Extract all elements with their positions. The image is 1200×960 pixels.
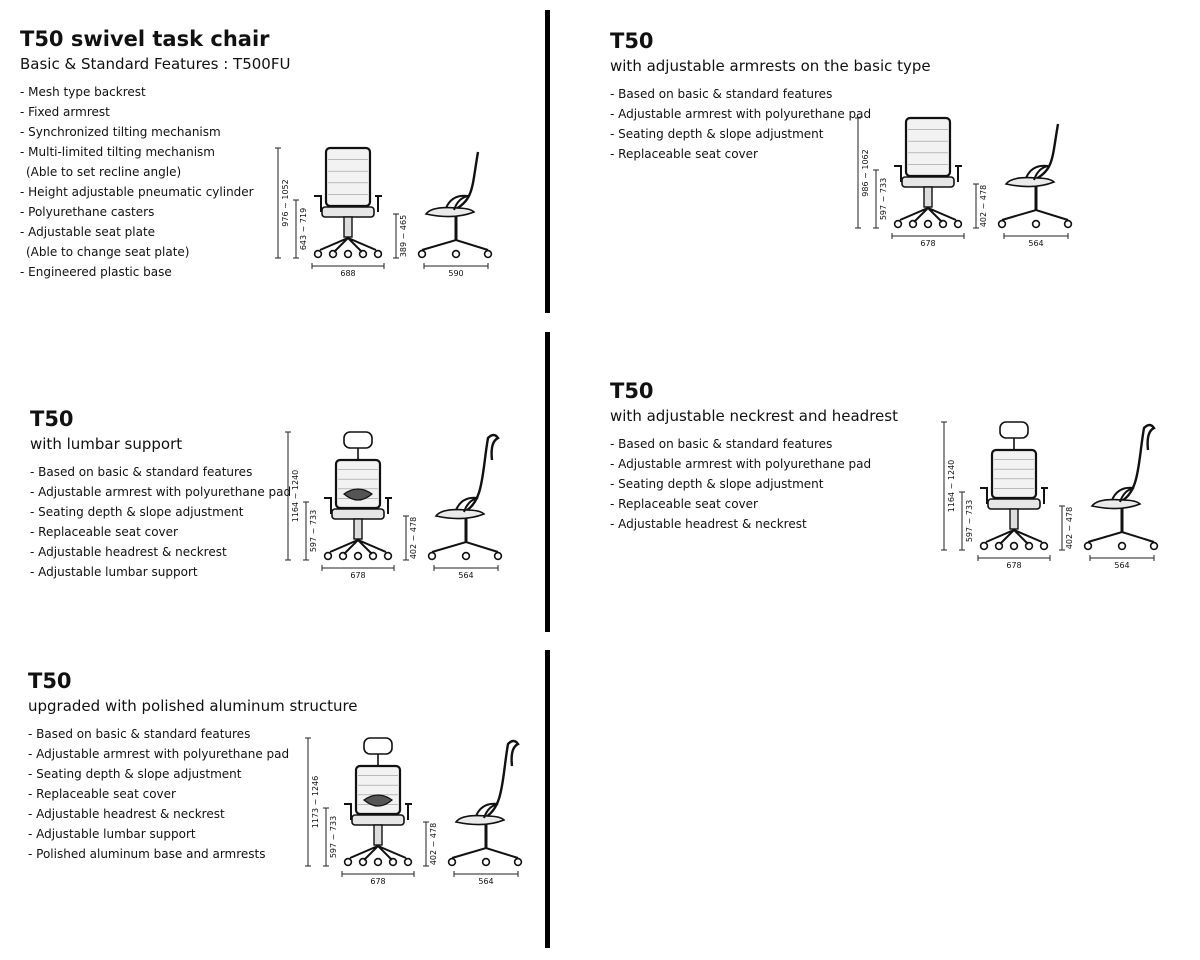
chair-diagram-svg (852, 110, 1082, 256)
section-title: T50 swivel task chair (20, 27, 270, 51)
dimension-label-height: 986 ~ 1062 (861, 149, 870, 197)
caster-shape (895, 221, 902, 228)
chair-diagram-svg (272, 140, 502, 286)
seat-shape (352, 815, 404, 825)
caster-shape (390, 859, 397, 866)
backrest-shape (336, 460, 380, 508)
caster-shape (345, 251, 352, 258)
feature-item: (Able to set recline angle) (26, 165, 182, 179)
chair-dimension-diagram (302, 734, 532, 894)
caster-shape (1151, 543, 1158, 550)
dimension-label-width: 678 (350, 571, 366, 580)
caster-shape (1011, 543, 1018, 550)
base-side-shape (432, 542, 498, 552)
feature-item: - Adjustable seat plate (20, 225, 156, 239)
feature-item: - Adjustable lumbar support (30, 565, 198, 579)
gas-cylinder-shape (344, 217, 352, 237)
chair-dimension-diagram (852, 110, 1082, 256)
feature-item: - Engineered plastic base (20, 265, 172, 279)
caster-shape (340, 553, 347, 560)
feature-item: - Fixed armrest (20, 105, 110, 119)
feature-item: - Seating depth & slope adjustment (30, 505, 244, 519)
caster-shape (515, 859, 522, 866)
seat-side-shape (1006, 178, 1054, 187)
dimension-label-depth: 564 (1028, 239, 1044, 248)
caster-shape (925, 221, 932, 228)
seat-side-shape (436, 510, 484, 519)
dimension-label-height: 976 ~ 1052 (281, 179, 290, 227)
feature-item: - Replaceable seat cover (610, 497, 758, 511)
feature-list (610, 434, 898, 534)
backrest-shape (992, 450, 1036, 498)
caster-shape (429, 553, 436, 560)
feature-item: - Based on basic & standard features (28, 727, 251, 741)
caster-shape (996, 543, 1003, 550)
base-side-shape (422, 240, 488, 250)
caster-shape (449, 859, 456, 866)
divider-bottom (545, 650, 550, 948)
feature-item: - Polished aluminum base and armrests (28, 847, 266, 861)
dimension-label-depth: 564 (458, 571, 474, 580)
feature-item: - Replaceable seat cover (30, 525, 178, 539)
dimension-label-width: 678 (1006, 561, 1022, 570)
caster-shape (405, 859, 412, 866)
feature-item: - Adjustable headrest & neckrest (28, 807, 225, 821)
base-side-shape (1002, 210, 1068, 220)
dimension-label-height: 1164 ~ 1240 (947, 459, 956, 513)
chair-diagram-group (855, 118, 1071, 248)
feature-item: - Adjustable armrest with polyurethane pad (610, 457, 872, 471)
feature-item: - Replaceable seat cover (610, 147, 758, 161)
seat-shape (322, 207, 374, 217)
chair-diagram-svg (282, 428, 512, 588)
caster-shape (370, 553, 377, 560)
caster-shape (1085, 543, 1092, 550)
caster-shape (385, 553, 392, 560)
caster-shape (1041, 543, 1048, 550)
caster-shape (360, 251, 367, 258)
section-subtitle: with adjustable neckrest and headrest (610, 407, 898, 425)
section-subtitle: Basic & Standard Features : T500FU (20, 55, 291, 73)
section-title: T50 (28, 669, 72, 693)
section-subtitle: upgraded with polished aluminum structure (28, 697, 358, 715)
seat-side-shape (456, 816, 504, 825)
gas-cylinder-shape (374, 825, 382, 845)
feature-item: - Adjustable armrest with polyurethane pad (30, 485, 292, 499)
dimension-label-height: 1164 ~ 1240 (291, 469, 300, 523)
feature-item: - Adjustable headrest & neckrest (30, 545, 227, 559)
chair-diagram-group (305, 738, 521, 886)
dimension-label-seat-floor: 402 ~ 478 (979, 184, 988, 228)
feature-item: - Height adjustable pneumatic cylinder (20, 185, 254, 199)
section-subtitle: with adjustable armrests on the basic type (610, 57, 931, 75)
caster-shape (453, 251, 460, 258)
dimension-label-seat-height: 597 ~ 733 (329, 815, 338, 859)
dimension-label-seat-floor: 402 ~ 478 (1065, 506, 1074, 550)
divider-middle (545, 332, 550, 632)
caster-shape (483, 859, 490, 866)
dimension-label-seat-height: 597 ~ 733 (309, 509, 318, 553)
feature-item: - Seating depth & slope adjustment (610, 127, 824, 141)
caster-shape (1065, 221, 1072, 228)
caster-shape (485, 251, 492, 258)
caster-shape (981, 543, 988, 550)
feature-item: - Based on basic & standard features (610, 87, 833, 101)
feature-item: - Adjustable armrest with polyurethane pad (28, 747, 290, 761)
chair-diagram-group (275, 148, 491, 278)
chair-diagram-svg (302, 734, 532, 894)
section-title: T50 (610, 29, 654, 53)
feature-item: - Based on basic & standard features (610, 437, 833, 451)
backrest-side-shape (484, 741, 518, 818)
seat-shape (332, 509, 384, 519)
feature-item: - Adjustable lumbar support (28, 827, 196, 841)
headrest-shape (364, 738, 392, 754)
chair-dimension-diagram (272, 140, 502, 286)
section-title: T50 (610, 379, 654, 403)
caster-shape (419, 251, 426, 258)
gas-cylinder-shape (924, 187, 932, 207)
dimension-label-seat-height: 597 ~ 733 (965, 499, 974, 543)
feature-item: - Polyurethane casters (20, 205, 155, 219)
feature-item: - Adjustable headrest & neckrest (610, 517, 807, 531)
headrest-shape (1000, 422, 1028, 438)
caster-shape (325, 553, 332, 560)
seat-shape (988, 499, 1040, 509)
chair-diagram-svg (938, 418, 1168, 578)
caster-shape (495, 553, 502, 560)
feature-list (20, 82, 290, 282)
feature-item: - Synchronized tilting mechanism (20, 125, 221, 139)
feature-item: - Based on basic & standard features (30, 465, 253, 479)
caster-shape (345, 859, 352, 866)
base-side-shape (452, 848, 518, 858)
divider-top (545, 10, 550, 313)
backrest-shape (906, 118, 950, 176)
gas-cylinder-shape (1010, 509, 1018, 529)
headrest-shape (344, 432, 372, 448)
caster-shape (940, 221, 947, 228)
caster-shape (1026, 543, 1033, 550)
section-subtitle: with lumbar support (30, 435, 183, 453)
caster-shape (1119, 543, 1126, 550)
feature-item: - Adjustable armrest with polyurethane pad (610, 107, 872, 121)
chair-diagram-group (941, 422, 1157, 570)
dimension-label-width: 688 (340, 269, 356, 278)
base-side-shape (1088, 532, 1154, 542)
backrest-shape (326, 148, 370, 206)
caster-shape (463, 553, 470, 560)
dimension-label-seat-floor: 389 ~ 465 (399, 214, 408, 258)
backrest-shape (356, 766, 400, 814)
caster-shape (955, 221, 962, 228)
chair-dimension-diagram (938, 418, 1168, 578)
backrest-side-shape (1120, 425, 1154, 502)
seat-side-shape (1092, 500, 1140, 509)
dimension-label-seat-floor: 402 ~ 478 (429, 822, 438, 866)
dimension-label-width: 678 (920, 239, 936, 248)
caster-shape (355, 553, 362, 560)
caster-shape (1033, 221, 1040, 228)
caster-shape (999, 221, 1006, 228)
gas-cylinder-shape (354, 519, 362, 539)
caster-shape (330, 251, 337, 258)
chair-dimension-diagram (282, 428, 512, 588)
feature-item: - Replaceable seat cover (28, 787, 176, 801)
caster-shape (375, 859, 382, 866)
feature-item: (Able to change seat plate) (26, 245, 190, 259)
dimension-label-depth: 564 (478, 877, 494, 886)
section-title: T50 (30, 407, 74, 431)
feature-item: - Seating depth & slope adjustment (28, 767, 242, 781)
caster-shape (375, 251, 382, 258)
dimension-label-seat-floor: 402 ~ 478 (409, 516, 418, 560)
backrest-side-shape (464, 435, 498, 512)
dimension-label-depth: 590 (448, 269, 464, 278)
caster-shape (360, 859, 367, 866)
seat-side-shape (426, 208, 474, 217)
dimension-label-height: 1173 ~ 1246 (311, 775, 320, 829)
caster-shape (910, 221, 917, 228)
feature-item: - Mesh type backrest (20, 85, 146, 99)
feature-item: - Multi-limited tilting mechanism (20, 145, 215, 159)
section-lumbar (30, 406, 291, 582)
caster-shape (315, 251, 322, 258)
section-basic (20, 26, 290, 282)
seat-shape (902, 177, 954, 187)
dimension-label-width: 678 (370, 877, 386, 886)
dimension-label-seat-height: 643 ~ 719 (299, 207, 308, 251)
dimension-label-seat-height: 597 ~ 733 (879, 177, 888, 221)
feature-item: - Seating depth & slope adjustment (610, 477, 824, 491)
feature-list (30, 462, 291, 582)
dimension-label-depth: 564 (1114, 561, 1130, 570)
section-headrest (610, 378, 898, 534)
chair-diagram-group (285, 432, 501, 580)
